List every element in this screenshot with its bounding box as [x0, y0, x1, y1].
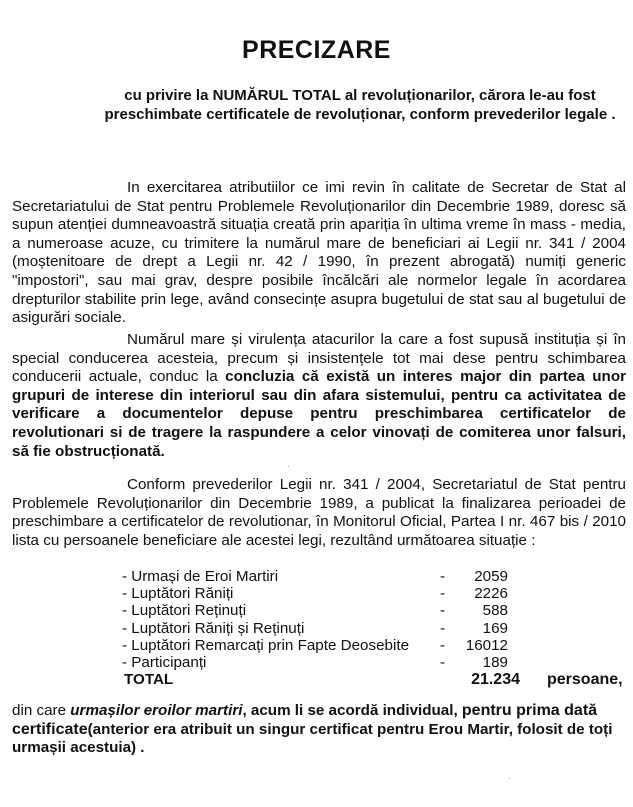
stat-dash: -: [440, 585, 446, 603]
closing-emphasis-first-time: pentru prima dată certificate: [12, 702, 598, 738]
closing-paragraph: [12, 702, 626, 758]
paragraph-2: [12, 331, 626, 461]
stat-value: 16012: [465, 636, 508, 654]
paragraph-1: [12, 179, 626, 328]
total-label: TOTAL: [124, 671, 174, 689]
subtitle-part-1: cu privire la: [124, 87, 213, 104]
stat-dash: -: [440, 636, 446, 654]
stat-row: [12, 637, 626, 654]
scan-speck: ·: [508, 774, 511, 783]
stat-dash: -: [440, 619, 446, 637]
total-row: [12, 671, 626, 691]
document-subtitle: [100, 86, 620, 124]
stat-value: 2226: [474, 585, 508, 603]
stat-label: - Luptători Reținuți: [122, 602, 247, 620]
stat-row: [12, 654, 626, 671]
paragraph-1-text: In exercitarea atributiilor ce imi revin în calitate de Secretar de Stat al Secretariatului de Stat pentru Problemele Revoluționarilor din Decembrie 1989, doresc să supun atenției dumneavoastră situația creată prin apariția în ultima vreme în mass - media, a numeroase acuze, cu trimitere la numărul mare de beneficiari ai Legii nr. 341 / 2004 (moștenitoare de drept a Legii nr. 42 / 1990, în prezent abrogată) numiți generic "impostori", sau mai grav, despre posibile încălcări ale normelor legale în acordarea drepturilor stabilite prin lege, având consecințe asupra bugetului de stat sau al bugetului de asigurări sociale.: [12, 179, 626, 327]
statistics-list: [12, 568, 626, 691]
stat-dash: -: [440, 568, 446, 585]
paragraph-3-text: Conform prevederilor Legii nr. 341 / 2004, Secretariatul de Stat pentru Problemele Revoluționarilor din Decembrie 1989, a publicat la finalizarea perioadei de preschimbare a certificatelor de revolutionar, în Monitorul Oficial, Partea I nr. 467 bis / 2010 lista cu persoanele beneficiare ale acestei legi, rezultând următoarea situație :: [12, 476, 626, 549]
closing-part-c: , acum li se acordă individual,: [242, 702, 462, 719]
stat-label: - Urmași de Eroi Martiri: [122, 568, 279, 585]
stat-value: 189: [482, 653, 508, 671]
stat-dash: -: [440, 602, 446, 620]
stat-value: 2059: [474, 568, 508, 585]
closing-emphasis-heirs: urmașilor eroilor martiri: [70, 702, 243, 719]
stat-row: [12, 568, 626, 585]
stat-label: - Luptători Remarcați prin Fapte Deosebite: [122, 636, 410, 654]
stat-label: - Participanți: [122, 653, 207, 671]
closing-part-e: (anterior era atribuit un singur certificat pentru Erou Martir, folosit de toți urmașii acestuia) .: [12, 720, 613, 757]
stat-label: - Luptători Răniți și Reținuți: [122, 619, 305, 637]
document-title: PRECIZARE: [242, 36, 391, 64]
closing-part-a: din care: [12, 702, 71, 719]
subtitle-emphasis: NUMĂRUL TOTAL: [212, 87, 341, 104]
paragraph-3: [12, 476, 626, 550]
stat-row: [12, 585, 626, 602]
stat-row: [12, 620, 626, 637]
scan-speck: ·: [287, 462, 290, 471]
stat-label: - Luptători Răniți: [122, 585, 234, 603]
stat-row: [12, 602, 626, 619]
paragraph-2-bold: concluzia că există un interes major din partea unor grupuri de interese din interiorul sau din afara sistemului, pentru ca activitatea de verificare a documentelor depuse pentru preschimbarea certificatelor de revolutionari si de tragere la raspundere a celor vinovați de comiterea unor falsuri, să fie obstrucționată.: [12, 368, 627, 460]
stat-dash: -: [440, 653, 446, 671]
total-unit: persoane,: [547, 671, 623, 689]
subtitle-part-3: al revoluționarilor, cărora le-au fost preschimbate certificatele de revoluționar, conform prevederilor legale .: [104, 87, 616, 123]
stat-value: 169: [482, 619, 508, 637]
paragraph-2-text: Numărul mare și virulența atacurilor la care a fost supusă instituția și în special conducerea acesteia, precum și insistențele tot mai dese pentru schimbarea conducerii actuale, conduc la: [12, 331, 626, 386]
total-value: 21.234: [471, 671, 520, 689]
stat-value: 588: [482, 602, 508, 620]
